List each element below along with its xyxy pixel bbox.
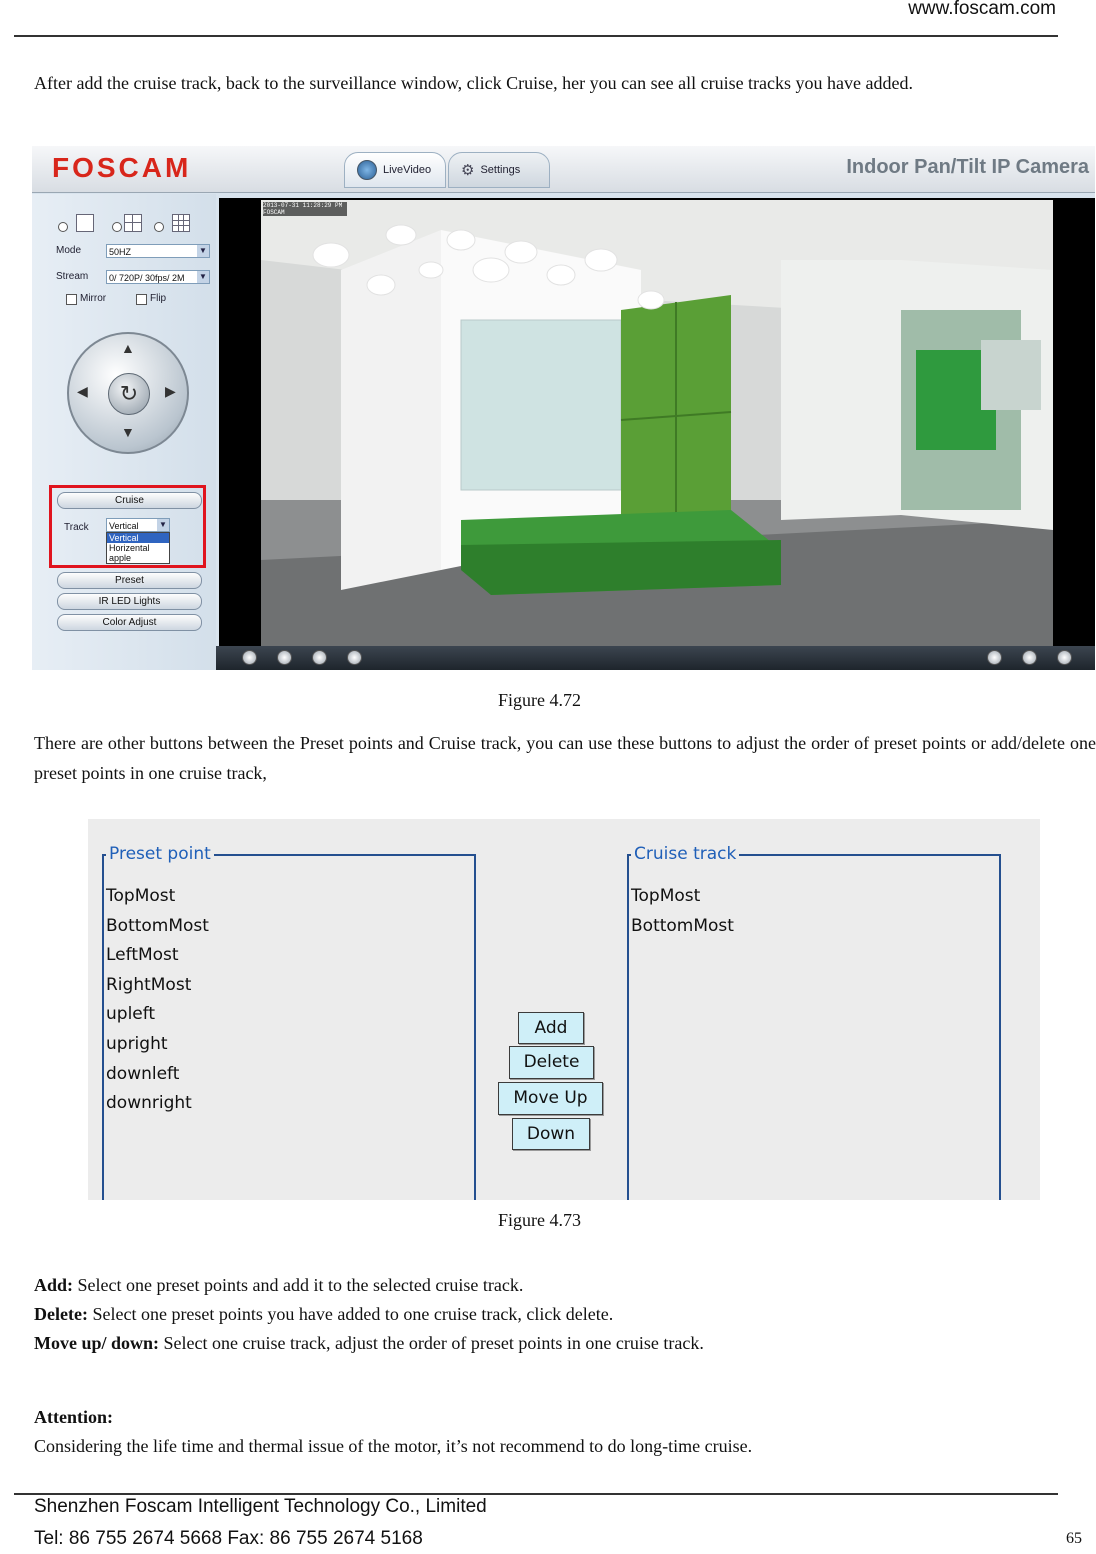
audio-icon[interactable]	[347, 650, 362, 665]
mode-label: Mode	[56, 245, 82, 256]
mode-value: 50HZ	[109, 247, 132, 257]
page-number: 65	[1066, 1530, 1082, 1547]
preset-item[interactable]: downleft	[106, 1063, 180, 1084]
camera-icon	[357, 160, 377, 180]
tab-livevideo[interactable]	[344, 152, 446, 188]
fullscreen-icon[interactable]	[1057, 650, 1072, 665]
track-label: Track	[64, 522, 89, 533]
layout-radio-9[interactable]	[154, 222, 164, 232]
talk-icon[interactable]	[312, 650, 327, 665]
preset-point-list[interactable]	[106, 882, 209, 1119]
gear-icon: ⚙	[461, 162, 475, 179]
cruise-track-legend: Cruise track	[631, 844, 739, 864]
camera-title: Indoor Pan/Tilt IP Camera	[846, 156, 1089, 178]
def-delete-term: Delete:	[34, 1304, 88, 1324]
record-icon[interactable]	[1022, 650, 1037, 665]
footer-rule	[14, 1493, 1058, 1495]
figure-4-72-screenshot	[32, 146, 1095, 670]
mirror-checkbox[interactable]	[66, 294, 77, 305]
move-up-button[interactable]: Move Up	[498, 1082, 603, 1115]
def-add	[34, 1271, 704, 1300]
layout-radio-1[interactable]	[58, 222, 68, 232]
def-move-text: Select one cruise track, adjust the order of preset points in one cruise track.	[159, 1333, 704, 1353]
video-scene	[261, 200, 1053, 646]
figure-4-73-screenshot	[88, 819, 1040, 1200]
def-move	[34, 1329, 704, 1358]
def-move-term: Move up/ down:	[34, 1333, 160, 1353]
office-scene-image	[261, 200, 1053, 646]
layout-quad-icon	[124, 214, 142, 232]
preset-item[interactable]: upright	[106, 1033, 168, 1054]
preset-item[interactable]: downright	[106, 1093, 192, 1114]
attention-block	[34, 1403, 752, 1461]
tab-livevideo-label: LiveVideo	[383, 164, 432, 176]
video-osd	[263, 202, 347, 216]
layout-nine-icon	[172, 214, 190, 232]
tab-settings[interactable]	[448, 152, 550, 188]
ptz-home-icon[interactable]: ↻	[108, 373, 150, 415]
preset-item[interactable]: upleft	[106, 1004, 156, 1025]
preset-item[interactable]: BottomMost	[106, 915, 209, 936]
definition-list	[34, 1271, 704, 1358]
header-url: www.foscam.com	[908, 0, 1056, 19]
flip-checkbox[interactable]	[136, 294, 147, 305]
cruise-track-list[interactable]	[631, 882, 734, 941]
foscam-logo: FOSCAM	[52, 152, 192, 183]
layout-radio-4[interactable]	[112, 222, 122, 232]
tab-settings-label: Settings	[480, 164, 521, 176]
stop-icon[interactable]	[277, 650, 292, 665]
snapshot-icon[interactable]	[987, 650, 1002, 665]
arrow-left-icon[interactable]: ◀	[77, 385, 88, 400]
chevron-down-icon: ▼	[197, 271, 209, 283]
mode-select[interactable]	[106, 244, 210, 258]
chevron-down-icon: ▼	[197, 245, 209, 257]
color-adjust-button[interactable]: Color Adjust	[57, 614, 202, 631]
track-value: Vertical	[109, 521, 139, 531]
def-delete	[34, 1300, 704, 1329]
arrow-right-icon[interactable]: ▶	[165, 385, 176, 400]
preset-button[interactable]: Preset	[57, 572, 202, 589]
buttons-paragraph: There are other buttons between the Preset points and Cruise track, you can use these buttons to adjust the order of preset points or add/delete one preset points in one cruise track,	[34, 733, 1096, 783]
figure-4-72-caption: Figure 4.72	[498, 690, 581, 710]
camera-top-bar	[32, 146, 1095, 193]
arrow-up-icon[interactable]: ▲	[121, 342, 135, 357]
flip-label: Flip	[150, 293, 167, 304]
attention-text: Considering the life time and thermal issue of the motor, it’s not recommend to do long-time cruise.	[34, 1436, 753, 1456]
add-button[interactable]: Add	[518, 1012, 584, 1044]
def-add-text: Select one preset points and add it to the selected cruise track.	[73, 1275, 524, 1295]
live-video-area	[219, 198, 1095, 646]
play-icon[interactable]	[242, 650, 257, 665]
stream-select[interactable]	[106, 270, 210, 284]
def-delete-text: Select one preset points you have added to one cruise track, click delete.	[87, 1304, 614, 1324]
chevron-down-icon: ▼	[157, 519, 169, 531]
preset-item[interactable]: LeftMost	[106, 945, 179, 966]
arrow-down-icon[interactable]: ▼	[121, 426, 135, 441]
intro-paragraph: After add the cruise track, back to the surveillance window, click Cruise, her you can see all cruise tracks you have added.	[34, 73, 913, 93]
down-button[interactable]: Down	[512, 1118, 590, 1150]
ptz-dial[interactable]	[67, 332, 189, 454]
cruise-item[interactable]: TopMost	[631, 886, 701, 906]
preset-point-group	[102, 844, 476, 1200]
attention-title: Attention:	[34, 1407, 113, 1427]
track-option-apple[interactable]: apple	[109, 553, 132, 563]
preset-point-legend: Preset point	[106, 844, 214, 864]
cruise-item[interactable]: BottomMost	[631, 915, 734, 936]
stream-value: 0/ 720P/ 30fps/ 2M	[109, 273, 185, 283]
cruise-button[interactable]: Cruise	[57, 492, 202, 509]
cruise-track-group	[627, 844, 1001, 1200]
control-panel	[32, 194, 216, 670]
delete-button[interactable]: Delete	[509, 1046, 594, 1079]
osd-timestamp: 2013-07-31 11:28:29 PM	[263, 202, 343, 209]
mirror-label: Mirror	[80, 293, 107, 304]
ir-led-lights-button[interactable]: IR LED Lights	[57, 593, 202, 610]
stream-label: Stream	[56, 271, 89, 282]
osd-camera-name: FOSCAM	[263, 209, 285, 216]
track-dropdown-list	[106, 532, 170, 564]
footer-company: Shenzhen Foscam Intelligent Technology Co., Limited	[34, 1496, 487, 1517]
track-option-horizental[interactable]: Horizental	[109, 543, 150, 553]
track-select[interactable]	[106, 518, 170, 532]
track-option-vertical[interactable]: Vertical	[107, 533, 169, 543]
def-add-term: Add:	[34, 1275, 74, 1295]
header-rule	[14, 35, 1058, 37]
figure-4-73-caption: Figure 4.73	[498, 1210, 581, 1230]
footer-contact: Tel: 86 755 2674 5668 Fax: 86 755 2674 5168	[34, 1528, 423, 1549]
video-toolbar	[216, 646, 1095, 670]
layout-single-icon	[76, 214, 94, 232]
preset-item[interactable]: TopMost	[106, 886, 176, 906]
preset-item[interactable]: RightMost	[106, 974, 192, 995]
